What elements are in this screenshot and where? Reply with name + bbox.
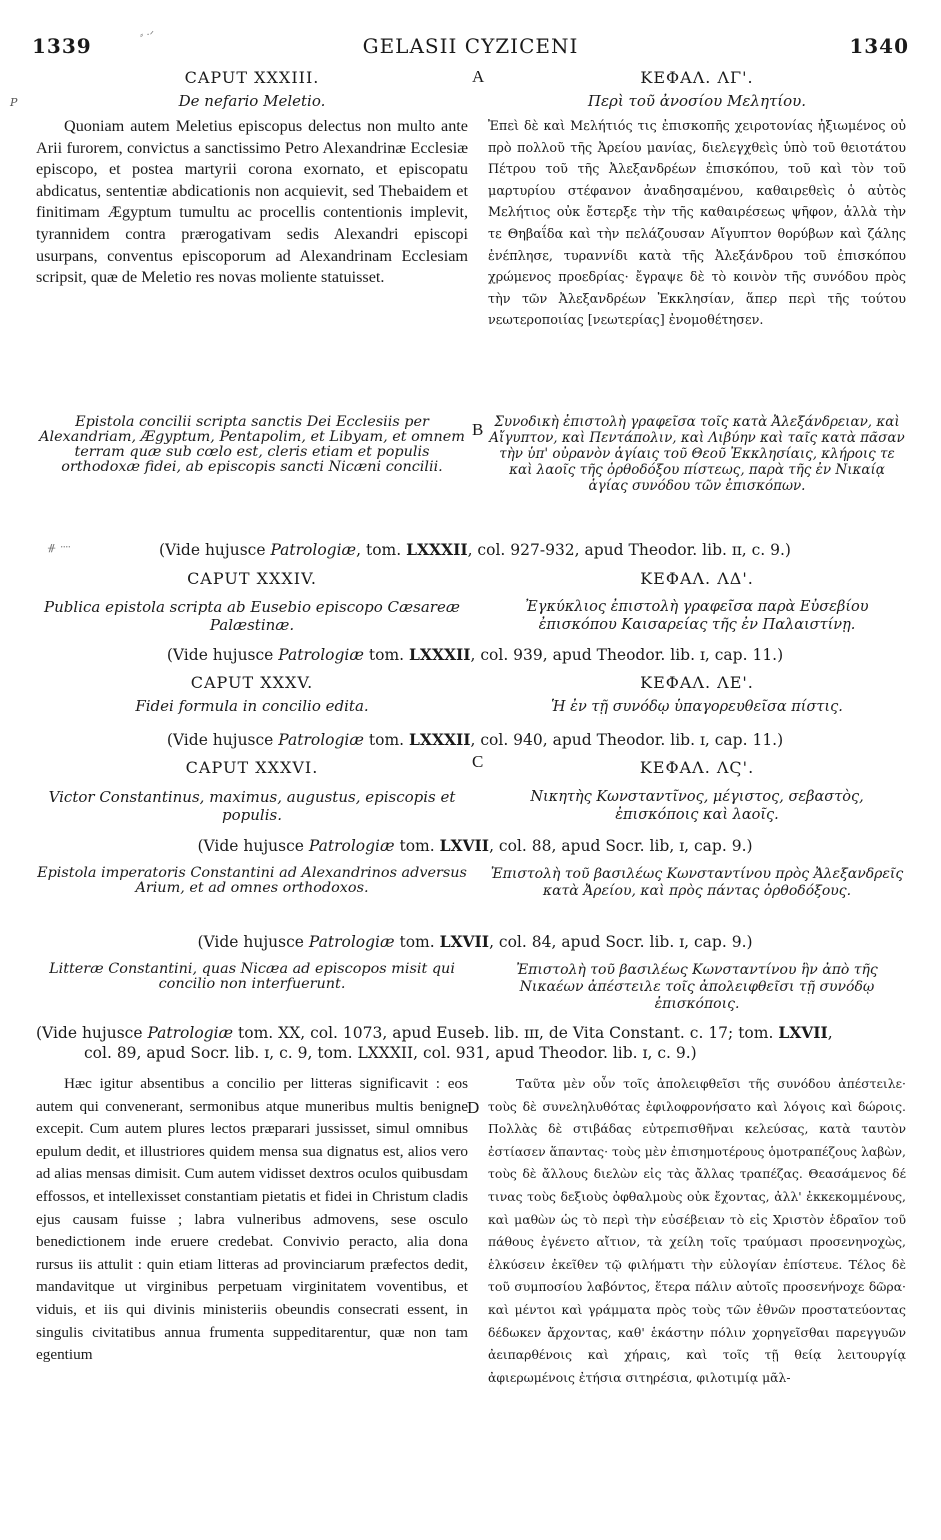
vide-reference-2: (Vide hujusce Patrologiæ tom. LXXXII, col. 939, apud Theodor. lib. ɪ, cap. 11.) [166, 645, 784, 664]
running-title: GELASII CYZICENI [362, 34, 579, 58]
running-header [28, 34, 913, 60]
epistola-1-latin-heading: Epistola concilii scripta sanctis Dei Ecclesiis per Alexandriam, Ægyptum, Pentapolim, et Libyam, et omnem terram quæ sub cœlo est, cleris etiam et populis orthodoxæ fidei, ab episcopis sancti Nicæni concilii. [39, 414, 465, 475]
subtitle-36-latin: Victor Constantinus, maximus, augustus, episcopis et populis. [48, 788, 456, 824]
vide-reference-3: (Vide hujusce Patrologiæ tom. LXXXII, col. 940, apud Theodor. lib. ɪ, cap. 11.) [166, 730, 784, 749]
caput-36-latin: CAPUT XXXVI. [185, 758, 319, 777]
caput-33-greek: ΚΕΦΑΛ. ΛΓ'. [640, 68, 754, 87]
caput-35-greek: ΚΕΦΑΛ. ΛΕ'. [640, 673, 754, 692]
epistola-2-greek-heading: Ἐπιστολὴ τοῦ βασιλέως Κωνσταντίνου πρὸς Ἀλεξανδρεῖς κατὰ Ἀρείου, καὶ πρὸς πάντας ὀρθοδόξους. [490, 866, 904, 899]
litterae-latin-heading: Litteræ Constantini, quas Nicæa ad episcopos misit qui concilio non interfuerunt. [49, 961, 455, 992]
ink-smudge: ⸗ ·ᐟ [140, 30, 154, 41]
page-number-right: 1340 [849, 34, 909, 58]
subtitle-35-latin: Fidei formula in concilio edita. [135, 697, 369, 715]
margin-letter-d: D [467, 1098, 480, 1117]
litterae-greek-heading: Ἐπιστολὴ τοῦ βασιλέως Κωνσταντίνου ἣν ἀπὸ τῆς Νικαέων ἀπέστειλε τοῖς ἀπολειφθεῖσι τῇ συνόδῳ ἐπισκόποις. [516, 962, 878, 1012]
page-number-left: 1339 [32, 34, 92, 58]
caput-35-latin: CAPUT XXXV. [190, 673, 314, 692]
margin-mark-p: P [10, 96, 18, 109]
margin-letter-c: C [472, 752, 484, 771]
margin-letter-b: B [472, 420, 484, 439]
epistola-1-greek-heading: Συνοδικὴ ἐπιστολὴ γραφεῖσα τοῖς κατὰ Ἀλεξάνδρειαν, καὶ Αἴγυπτον, καὶ Πεντάπολιν, καὶ Λιβύην καὶ ταῖς κατὰ πᾶσαν τὴν ὑπ' οὐρανὸν ἁγίαις τοῦ Θεοῦ Ἐκκλησίαις, κλήροις τε καὶ λαοῖς τῆς ὀρθοδόξου πίστεως, παρὰ τῆς ἐν Νικαίᾳ ἁγίας συνόδου τῶν ἐπισκόπων. [489, 414, 905, 494]
epistola-2-latin-heading: Epistola imperatoris Constantini ad Alexandrinos adversus Arium, et ad omnes orthodoxos. [37, 865, 467, 896]
caput-34-greek: ΚΕΦΑΛ. ΛΔ'. [640, 569, 754, 588]
subtitle-33-latin: De nefario Meletio. [178, 92, 326, 110]
closing-greek-text: Ταῦτα μὲν οὖν τοῖς ἀπολειφθεῖσι τῆς συνόδου ἀπέστειλε· τοὺς δὲ συνεληλυθότας ἐφιλοφρονήσατο καὶ λόγοις καὶ δώροις. Πολλὰς δὲ στιβάδας εὐτρεπισθῆναι κελεύσας, κατὰ ταυτὸν ἐστίασεν ἅπαντας· τοὺς μὲν ἐπισημοτέρους ὁμοτραπέζους λαβὼν, τοὺς δὲ ἄλλους διελὼν εἰς τὰς ἄλλας τραπέζας. Θεασάμενος δέ τινας τοὺς δεξιοὺς ὀφθαλμοὺς οὐκ ἔχοντας, ἀλλ' ἐκκεκομμένους, καὶ μαθὼν ὡς τὸ περὶ τὴν εὐσέβειαν τὸ εἰς Χριστὸν ἑδραῖον τοῦ πάθους ἐγένετο αἴτιον, τὰ χείλη τοῖς τραύμασι προσενηνοχὼς, ἑλκύσειν ἐκεῖθεν τῷ φιλήματι τὴν εὐλογίαν ἐπίστευε. Τέλος δὲ τοῦ συμποσίου λαβόντος, ἕτερα πάλιν αὐτοῖς προσενήνοχε δῶρα· καὶ μέντοι καὶ γράμματα πρὸς τοὺς τῶν ἐθνῶν προστατεύοντας δέδωκεν ἄρχοντας, καθ' ἑκάστην πόλιν χορηγεῖσθαι παρεγγυῶν ἀειπαρθένοις καὶ χήραις, καὶ τοῖς τῇ θείᾳ λειτουργίᾳ ἀφιερωμένοις ἐτήσια σιτηρέσια, φιλοτιμίᾳ μᾶλ- [488, 1076, 906, 1385]
vide-reference-5: (Vide hujusce Patrologiæ tom. LXVII, col. 84, apud Socr. lib. ɪ, cap. 9.) [197, 932, 753, 951]
subtitle-34-latin: Publica epistola scripta ab Eusebio episcopo Cæsareæ Palæstinæ. [44, 598, 460, 634]
subtitle-36-greek: Νικητὴς Κωνσταντῖνος, μέγιστος, σεβαστὸς, ἐπισκόποις καὶ λαοῖς. [530, 789, 864, 823]
closing-latin-text: Hæc igitur absentibus a concilio per litteras significavit : eos autem qui convenerant, sermonibus atque muneribus multis benigne excepit. Cum autem plures lectos præparari jussisset, simul omnibus epulum dedit, et illustriores quidem mensa sua dignatus est, alios vero ad alias mensas dimisit. Cum autem vidisset dextros oculos quibusdam effossos, et intellexisset constantiam pietatis et fidei in Christum cladis ejus causam fuisse ; labra vulneribus admovens, sese osculo benedictionem inde eruere credebat. Convivio peracto, alia dona rursus iis attulit : quin etiam litteras ad provinciarum præfectos dedit, mandavitque ut virginibus perpetuam virginitatem voventibus, et viduis, et iis qui divinis ministeriis obeundis consecrati essent, in singulis civitatibus annua frumenta suppeditarentur, quæ non tam egentium [36, 1075, 468, 1364]
text-33-latin: Quoniam autem Meletius episcopus delectus non multo ante Arii furorem, convictus a sanctissimo Petro Alexandrinæ Ecclesiæ episcopo, et postea martyrii corona exornato, et episcopatu abdicatus, sententiæ abdicationis non acquievit, sed Thebaidem et finitimam Ægyptum tumultu ac procellis contentionis implevit, tyrannidem contra prærogativam sedis Alexandri episcopi usurpans, conventus episcoporum ad Alexandrinam Ecclesiam scripsit, quæ de Meletio res novas moliente statuisset. [36, 117, 468, 287]
caput-34-latin: CAPUT XXXIV. [187, 569, 317, 588]
subtitle-34-greek: Ἐγκύκλιος ἐπιστολὴ γραφεῖσα παρὰ Εὐσεβίου ἐπισκόπου Καισαρείας τῆς ἐν Παλαιστίνῃ. [525, 599, 869, 633]
subtitle-35-greek: Ἡ ἐν τῇ συνόδῳ ὑπαγορευθεῖσα πίστις. [551, 699, 843, 715]
vide-reference-1: (Vide hujusce Patrologiæ, tom. LXXXII, col. 927-932, apud Theodor. lib. ɪɪ, c. 9.) [159, 540, 791, 559]
ink-smudge: ᚌ ᠁ [48, 543, 71, 554]
subtitle-33-greek: Περὶ τοῦ ἀνοσίου Μελητίου. [587, 92, 807, 110]
margin-letter-a: A [472, 67, 485, 86]
text-33-greek: Ἐπεὶ δὲ καὶ Μελήτιός τις ἐπισκοπῆς χειροτονίας ἠξιωμένος οὐ πρὸ πολλοῦ τῆς Ἀρείου μανίας, διελεγχθεὶς ὑπὸ τοῦ θειοτάτου Πέτρου τοῦ τῆς Ἀλεξανδρέων ἐπισκόπου, τοῦ καὶ τὸν τοῦ μαρτυρίου στέφανον ἀναδησαμένου, καθαιρεθεὶς ὁ αὐτὸς Μελήτιος οὐκ ἔστερξε τὴν τῆς καθαιρέσεως ψῆφον, ἀλλὰ τὴν τε Θηβαΐδα καὶ τὴν πελάζουσαν Αἴγυπτον θορύβων καὶ ζάλης ἐνέπλησε, τυραννίδι κατὰ τῆς Ἀλεξάνδρου τοῦ ἐπισκόπου χρώμενος προεδρίας· ἔγραψε δὲ τὸ κοινὸν τῆς συνόδου πρὸς τὴν τῶν Ἀλεξανδρέων Ἐκκλησίαν, ἅπερ περὶ τῆς τούτου νεωτεροποιίας [νεωτερίας] ἐνομοθέτησεν. [488, 119, 906, 329]
vide-reference-6: (Vide hujusce Patrologiæ tom. XX, col. 1073, apud Euseb. lib. ɪɪɪ, de Vita Constant. c. 17; tom. LXVII, col. 89, apud Socr. lib. ɪ, c. 9, tom. LXXXII, col. 931, apud Theodor. lib. ɪ, c. 9.) [36, 1023, 833, 1062]
caput-33-latin: CAPUT XXXIII. [184, 68, 320, 87]
vide-reference-4: (Vide hujusce Patrologiæ tom. LXVII, col. 88, apud Socr. lib, ɪ, cap. 9.) [197, 836, 753, 855]
caput-36-greek: ΚΕΦΑΛ. ΛϚ'. [639, 758, 755, 777]
